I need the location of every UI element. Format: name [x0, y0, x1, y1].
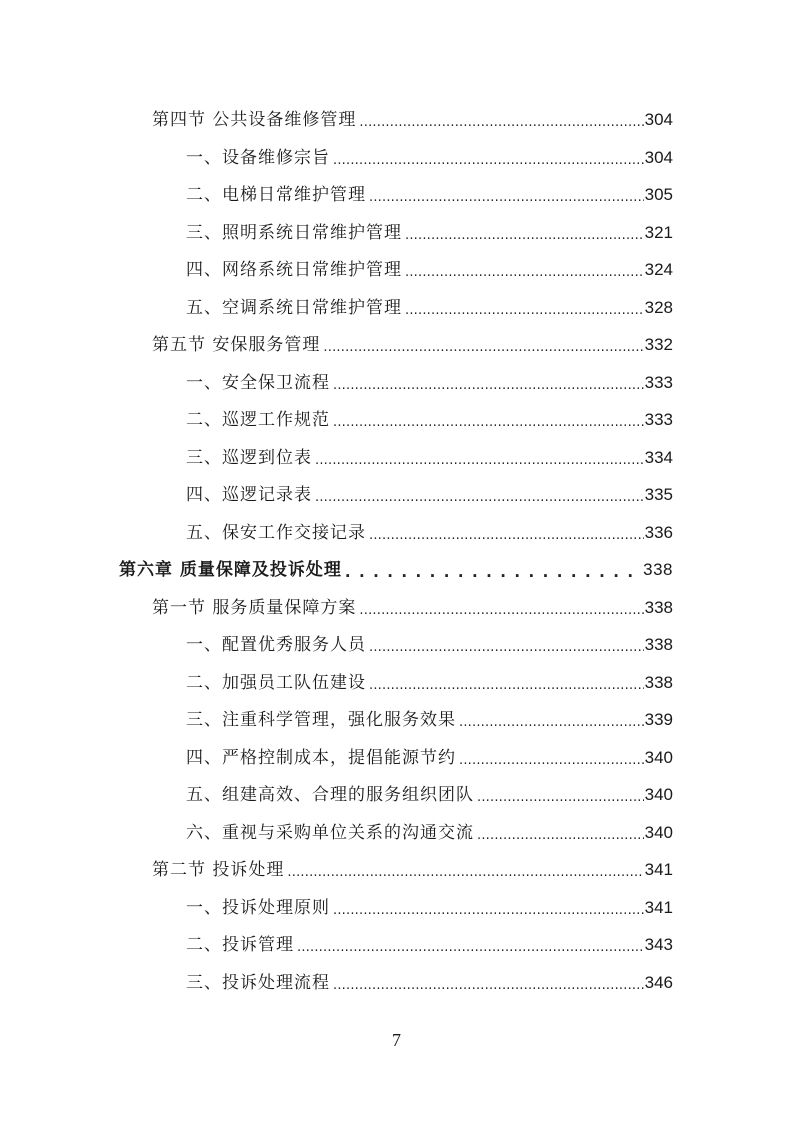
dot-leader — [405, 218, 644, 248]
toc-entry-page: 340 — [644, 822, 673, 842]
toc-entry-page: 321 — [644, 222, 673, 242]
toc-entry-page: 338 — [644, 597, 673, 617]
toc-entry-title: 五、组建高效、合理的服务组织团队 — [186, 785, 474, 805]
toc-entry-page: 339 — [644, 710, 673, 729]
dot-leader — [323, 330, 643, 360]
dot-leader — [333, 968, 644, 998]
dot-leader — [459, 743, 644, 773]
toc-entry-item[interactable] — [186, 368, 673, 398]
toc-entry-page: 343 — [644, 935, 673, 954]
toc-entry-item[interactable] — [186, 668, 673, 698]
toc-entry-page: 333 — [644, 372, 673, 392]
toc-entry-item[interactable] — [186, 405, 673, 435]
dot-leader — [369, 180, 644, 210]
toc-entry-page: 332 — [644, 335, 673, 354]
toc-entry-item[interactable] — [186, 518, 673, 548]
dot-leader — [459, 705, 644, 735]
toc-entry-section[interactable] — [152, 855, 673, 885]
toc-entry-item[interactable] — [186, 630, 673, 660]
toc-entry-title: 五、空调系统日常维护管理 — [186, 297, 402, 318]
toc-entry-item[interactable] — [186, 705, 673, 735]
dot-leader — [359, 593, 643, 623]
toc-entry-page: 341 — [644, 860, 673, 879]
dot-leader — [405, 293, 644, 323]
toc-entry-chapter[interactable] — [119, 555, 673, 585]
toc-entry-page: 338 — [643, 560, 673, 579]
toc-entry-page: 334 — [644, 447, 673, 467]
toc-entry-title: 六、重视与采购单位关系的沟通交流 — [186, 822, 474, 843]
toc-entry-page: 346 — [644, 972, 673, 992]
toc-entry-page: 338 — [644, 672, 673, 692]
dot-leader — [359, 105, 643, 135]
dot-leader — [405, 255, 644, 285]
toc-entry-page: 335 — [644, 485, 673, 504]
toc-entry-item[interactable] — [186, 293, 673, 323]
toc-entry-title: 第二节 投诉处理 — [152, 860, 285, 880]
toc-entry-title: 二、电梯日常维护管理 — [186, 185, 366, 205]
dot-leader — [333, 405, 644, 435]
toc-entry-title: 一、投诉处理原则 — [186, 897, 330, 918]
toc-entry-title: 三、注重科学管理，强化服务效果 — [186, 710, 456, 730]
toc-entry-title: 三、照明系统日常维护管理 — [186, 222, 402, 243]
toc-entry-item[interactable] — [186, 968, 673, 998]
dot-leader — [287, 855, 643, 885]
toc-entry-page: 338 — [644, 635, 673, 654]
toc-entry-title: 第五节 安保服务管理 — [152, 335, 321, 355]
toc-entry-page: 328 — [644, 297, 673, 317]
dot-leader — [369, 518, 644, 548]
toc-entry-item[interactable] — [186, 743, 673, 773]
dot-leader — [477, 818, 644, 848]
dot-leader — [315, 443, 644, 473]
toc-entry-title: 一、安全保卫流程 — [186, 372, 330, 393]
toc-entry-page: 305 — [644, 185, 673, 204]
toc-entry-page: 324 — [644, 260, 673, 279]
toc-entry-item[interactable] — [186, 893, 673, 923]
toc-entry-item[interactable] — [186, 818, 673, 848]
toc-entry-item[interactable] — [186, 218, 673, 248]
toc-entry-title: 二、投诉管理 — [186, 935, 294, 955]
toc-entry-page: 333 — [644, 410, 673, 429]
page-number: 7 — [392, 1030, 401, 1050]
toc-entry-page: 340 — [644, 747, 673, 767]
toc-entry-item[interactable] — [186, 180, 673, 210]
toc-entry-title: 一、配置优秀服务人员 — [186, 635, 366, 655]
toc-entry-item[interactable] — [186, 780, 673, 810]
toc-entry-title: 五、保安工作交接记录 — [186, 522, 366, 543]
toc-entry-item[interactable] — [186, 143, 673, 173]
toc-entry-title: 三、巡逻到位表 — [186, 447, 312, 468]
dot-leader — [477, 780, 644, 810]
dot-leader — [297, 930, 644, 960]
dot-leader — [333, 143, 644, 173]
toc-entry-title: 第四节 公共设备维修管理 — [152, 110, 357, 130]
toc-entry-title: 三、投诉处理流程 — [186, 972, 330, 993]
toc-entry-section[interactable] — [152, 593, 673, 623]
toc-entry-title: 四、网络系统日常维护管理 — [186, 260, 402, 280]
toc-entry-title: 第六章 质量保障及投诉处理 — [119, 560, 342, 580]
dot-leader — [333, 893, 644, 923]
toc-entry-title: 二、加强员工队伍建设 — [186, 672, 366, 693]
toc-entry-title: 一、设备维修宗旨 — [186, 147, 330, 168]
toc-entry-section[interactable] — [152, 330, 673, 360]
dot-leader — [333, 368, 644, 398]
toc-entry-title: 四、严格控制成本，提倡能源节约 — [186, 747, 456, 768]
toc-entry-page: 304 — [644, 110, 673, 129]
toc-entry-page: 304 — [644, 147, 673, 167]
toc-entry-section[interactable] — [152, 105, 673, 135]
dot-leader — [345, 555, 642, 585]
toc-entry-item[interactable] — [186, 930, 673, 960]
toc-entry-page: 341 — [644, 897, 673, 917]
toc-entry-page: 340 — [644, 785, 673, 804]
dot-leader — [369, 630, 644, 660]
toc-entry-title: 四、巡逻记录表 — [186, 485, 312, 505]
dot-leader — [369, 668, 644, 698]
toc-entry-item[interactable] — [186, 443, 673, 473]
toc-entry-item[interactable] — [186, 480, 673, 510]
dot-leader — [315, 480, 644, 510]
toc-entry-title: 二、巡逻工作规范 — [186, 410, 330, 430]
toc-entry-item[interactable] — [186, 255, 673, 285]
toc-entry-page: 336 — [644, 522, 673, 542]
toc-entry-title: 第一节 服务质量保障方案 — [152, 597, 357, 618]
